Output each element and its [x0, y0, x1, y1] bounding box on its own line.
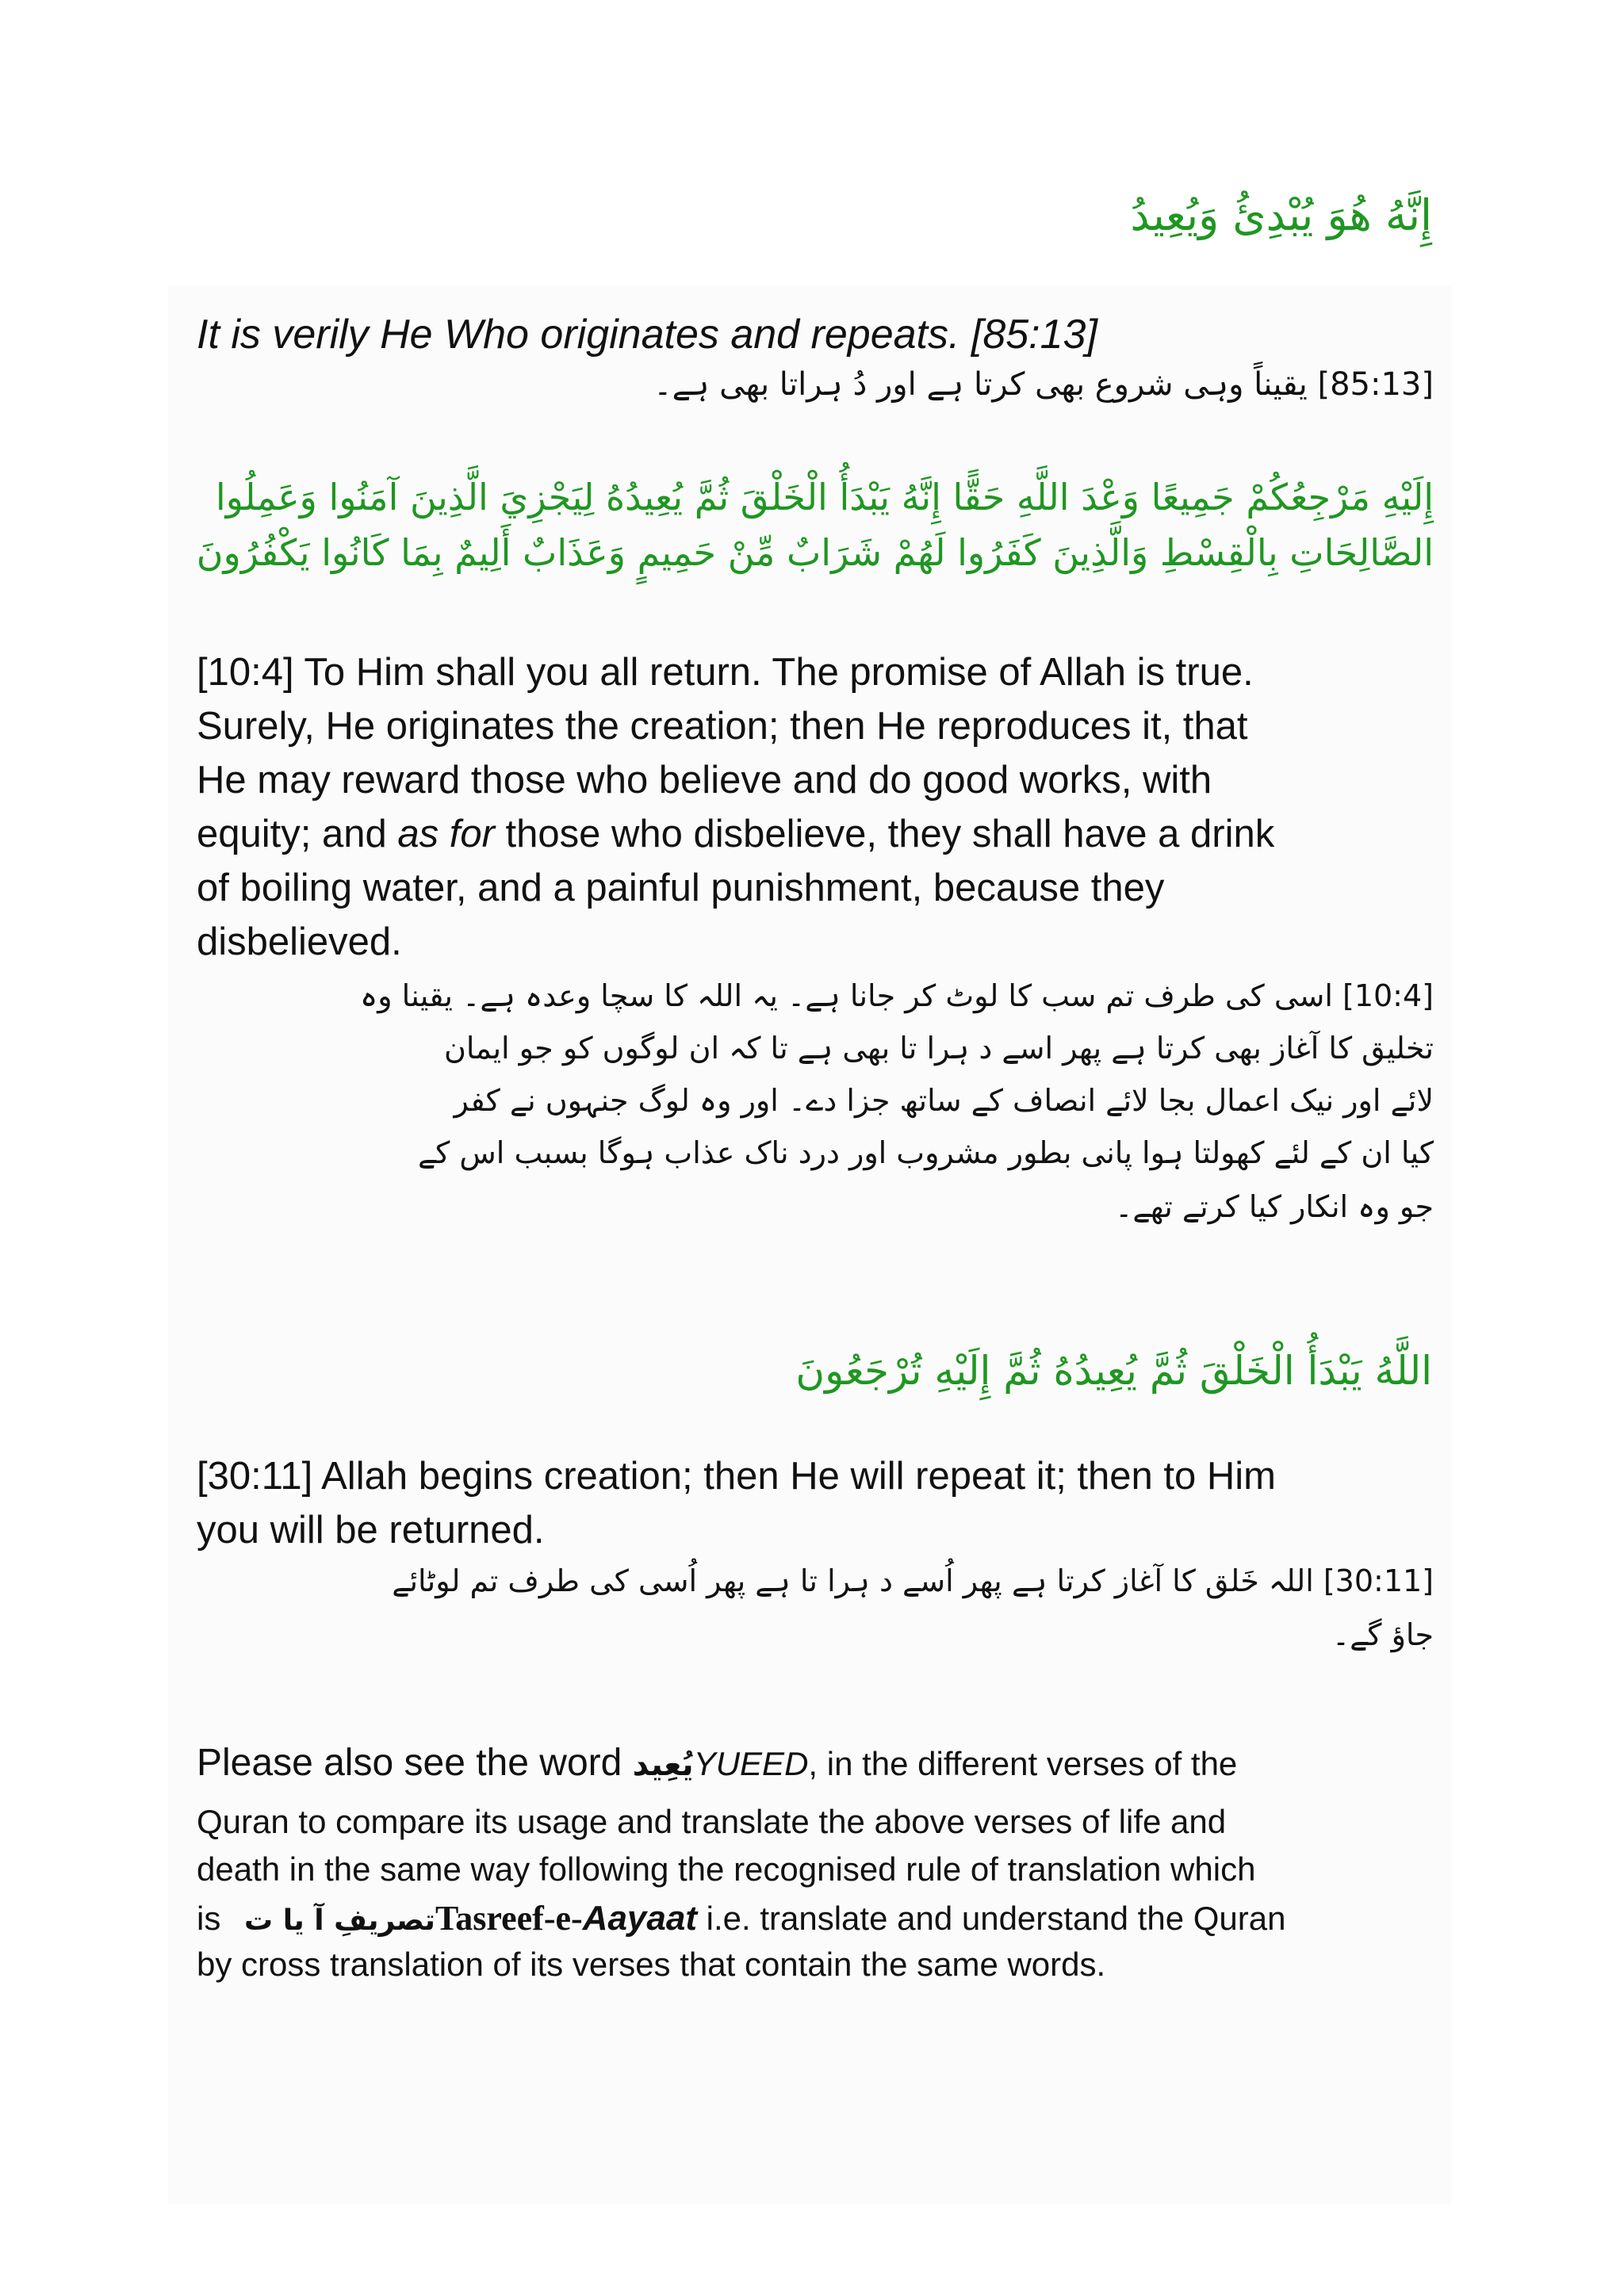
english-10-4-line1: [10:4] To Him shall you all return. The promise of Allah is true.: [197, 651, 1254, 694]
note-line4: [197, 1898, 1285, 1938]
note-line4-post: i.e. translate and understand the Quran: [696, 1900, 1286, 1937]
urdu-translation-85-13: [85:13] یقیناً وہی شروع بھی کرتا ہے اور دُ ہراتا بھی ہے۔: [653, 366, 1434, 403]
arabic-verse-10-4-line2: الصَّالِحَاتِ بِالْقِسْطِ وَالَّذِينَ كَفَرُوا لَهُمْ شَرَابٌ مِّنْ حَمِيمٍ وَعَذَابٌ أَلِيمٌ بِمَا كَانُوا يَكْفُرُونَ: [196, 531, 1434, 574]
urdu-30-11-line2: جاؤ گے۔: [1331, 1617, 1434, 1652]
english-10-4-line4-pre: equity; and: [197, 813, 398, 855]
note-line3: death in the same way following the recognised rule of translation which: [197, 1850, 1256, 1888]
urdu-10-4-line2: تخلیق کا آغاز بھی کرتا ہے پھر اسے د ہرا تا بھی ہے تا کہ ان لوگوں کو جو ایمان: [443, 1031, 1434, 1066]
note-line2: Quran to compare its usage and translate the above verses of life and: [197, 1803, 1227, 1840]
note-line4-pre: is: [197, 1900, 221, 1937]
arabic-verse-10-4-line1: إِلَيْهِ مَرْجِعُكُمْ جَمِيعًا وَعْدَ اللَّهِ حَقًّا إِنَّهُ يَبْدَأُ الْخَلْقَ ثُمَّ يُعِيدُهُ لِيَجْزِيَ الَّذِينَ آمَنُوا وَعَمِلُوا: [215, 476, 1434, 519]
urdu-10-4-line4: کیا ان کے لئے کھولتا ہوا پانی بطور مشروب اور درد ناک عذاب ہوگا بسبب اس کے: [417, 1135, 1434, 1170]
english-30-11-line1: [30:11] Allah begins creation; then He will repeat it; then to Him: [197, 1455, 1276, 1498]
english-10-4-line5: of boiling water, and a painful punishment, because they: [197, 867, 1165, 909]
english-10-4-line4-post: those who disbelieve, they shall have a drink: [494, 813, 1275, 855]
english-30-11-line2: you will be returned.: [197, 1509, 545, 1552]
urdu-30-11-line1: [30:11] اللہ خَلق کا آغاز کرتا ہے پھر اُسے د ہرا تا ہے پھر اُسی کی طرف تم لوٹائے: [392, 1563, 1434, 1598]
note-line1-pre: Please also see the word: [197, 1742, 622, 1784]
note-line5: by cross translation of its verses that contain the same words.: [197, 1946, 1106, 1983]
note-line1: [197, 1741, 1237, 1785]
arabic-verse-30-11: اللَّهُ يَبْدَأُ الْخَلْقَ ثُمَّ يُعِيدُهُ ثُمَّ إِلَيْهِ تُرْجَعُونَ: [795, 1348, 1432, 1394]
english-10-4-line3: He may reward those who believe and do good works, with: [197, 759, 1212, 802]
urdu-10-4-line1: [10:4] اسی کی طرف تم سب کا لوٹ کر جانا ہے۔ یہ اللہ کا سچا وعدہ ہے۔ یقینا وہ: [359, 978, 1434, 1013]
note-line1-post: , in the different verses of the: [808, 1745, 1238, 1782]
note-line4-arabic-term: تصریفِ آ یا ت: [244, 1904, 435, 1937]
note-line4-term-bold: Tasreef-e-: [435, 1899, 583, 1938]
english-10-4-line4-italic: as for: [397, 813, 495, 855]
note-line4-term-bold-italic: Aayaat: [582, 1899, 697, 1938]
english-translation-85-13: It is verily He Who originates and repeats. [85:13]: [197, 312, 1097, 358]
note-line1-arabic-word: يُعِيد: [632, 1747, 694, 1783]
urdu-10-4-line3: لائے اور نیک اعمال بجا لائے انصاف کے ساتھ جزا دے۔ اور وہ لوگ جنہوں نے کفر: [454, 1083, 1434, 1118]
english-10-4-line6: disbelieved.: [197, 920, 402, 963]
urdu-10-4-line5: جو وہ انکار کیا کرتے تھے۔: [1115, 1189, 1434, 1224]
english-10-4-line4: [197, 812, 1274, 856]
english-10-4-line2: Surely, He originates the creation; then He reproduces it, that: [197, 705, 1248, 748]
note-line1-transliteration: YUEED: [693, 1745, 809, 1782]
arabic-verse-85-13: إِنَّهُ هُوَ يُبْدِئُ وَيُعِيدُ: [1130, 190, 1432, 240]
